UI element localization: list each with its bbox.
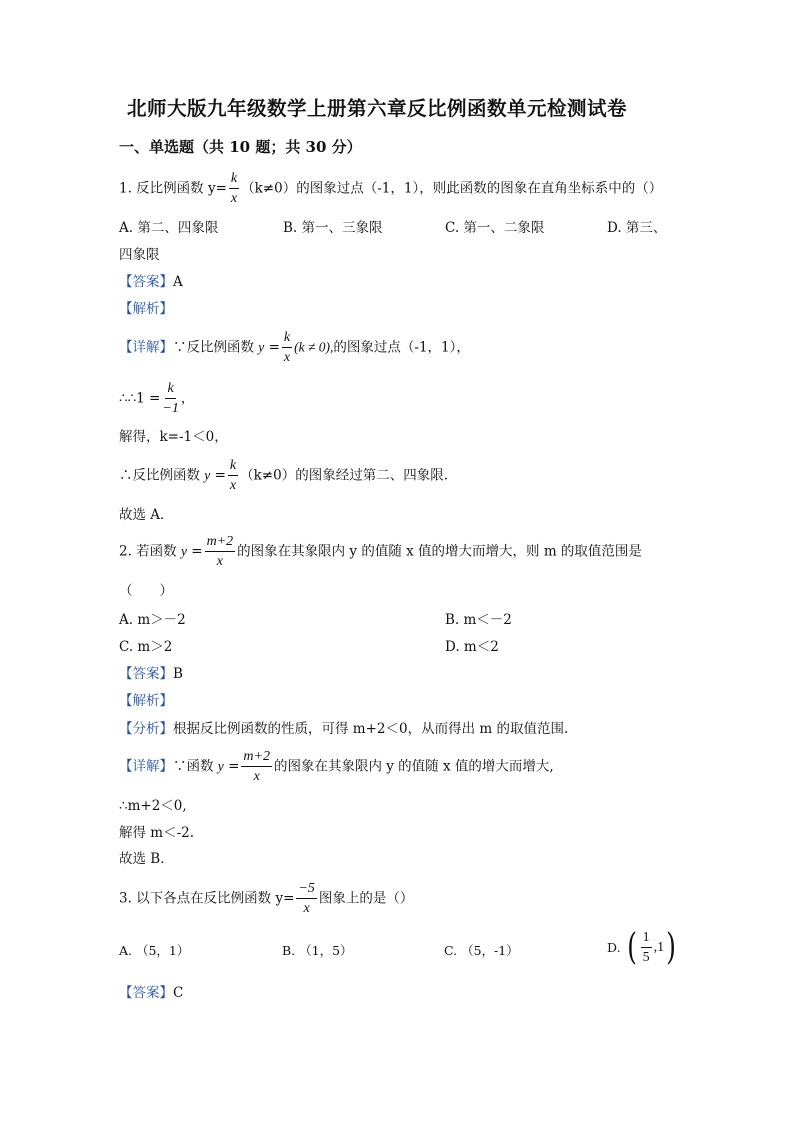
q1-detail-frac-den: x: [283, 350, 291, 365]
q2-frac-den: x: [216, 554, 223, 569]
q1-step1-post: ，: [180, 390, 195, 407]
q2-stem-pre: 2. 若函数: [119, 543, 177, 560]
q1-step3-pre: ∴反比例函数: [119, 467, 200, 484]
q1-option-a: A. 第二、四象限: [119, 220, 219, 236]
q2-blank: （ ）: [119, 583, 173, 599]
q1-detail-fraction: [282, 331, 292, 365]
answer-tag: 【答案】: [119, 985, 173, 1001]
q3-option-d-label: D.: [607, 939, 621, 955]
q1-detail-eq: =: [268, 339, 280, 356]
q1-step1-fraction: [162, 382, 178, 416]
q2-analysis-tag: 【解析】: [119, 693, 173, 709]
q3-frac-num: −5: [296, 882, 316, 899]
q2-fenxi: [119, 723, 568, 737]
left-paren: (: [626, 927, 637, 968]
q3-option-c: C. （5，-1）: [444, 943, 519, 958]
q1-fraction: [229, 172, 239, 206]
q2-detail-pre: ∵函数: [173, 758, 214, 775]
q1-stem-post: （k≠0）的图象过点（-1，1），则此函数的图象在直角坐标系中的（）: [241, 180, 663, 197]
detail-tag: 【详解】: [119, 339, 173, 356]
q3-stem-post: 图象上的是（）: [318, 890, 414, 907]
q2-stem-post: 的图象在其象限内 y 的值随 x 值的增大而增大，则 m 的取值范围是: [237, 543, 642, 560]
q3-option-d-num: 1: [641, 931, 652, 948]
q1-option-d-cont: 四象限: [119, 247, 160, 263]
q2-stem: [119, 535, 642, 569]
q1-step3-num: k: [228, 459, 238, 476]
q2-detail-den: x: [253, 769, 260, 784]
q1-detail-post: 的图象过点（-1，1），: [333, 339, 470, 356]
fenxi-tag: 【分析】: [119, 721, 173, 737]
q2-answer-value: B: [173, 666, 183, 682]
q1-step1-den: −1: [162, 401, 179, 416]
q1-step3-y: y: [204, 467, 211, 483]
detail-tag: 【详解】: [119, 758, 173, 775]
q2-choose: 故选 B．: [119, 851, 174, 867]
q2-frac-num: m+2: [205, 535, 236, 552]
q1-option-d: D. 第三、: [607, 220, 667, 236]
q1-step3-post: （k≠0）的图象经过第二、四象限.: [240, 467, 448, 484]
q1-stem: [119, 172, 662, 206]
q1-frac-den: x: [230, 191, 238, 206]
q3-option-d-rest: ,1: [653, 940, 665, 955]
answer-tag: 【答案】: [119, 666, 173, 682]
page-title: 北师大版九年级数学上册第六章反比例函数单元检测试卷: [127, 97, 628, 120]
q1-step1: [119, 382, 194, 416]
q2-stem-y: y: [180, 543, 187, 559]
section-heading: 一、单选题（共 10 题；共 30 分）: [119, 138, 362, 156]
q1-detail-pre: ∵反比例函数: [173, 339, 254, 356]
q1-step3: [119, 459, 448, 493]
q2-option-c: C. m＞2: [119, 639, 173, 655]
q2-option-b: B. m＜－2: [445, 612, 512, 628]
q1-step2: 解得，k=-1＜0，: [119, 429, 228, 445]
q1-answer: [119, 276, 183, 290]
q3-answer-value: C: [173, 985, 184, 1001]
q1-step3-eq: =: [214, 467, 226, 484]
answer-tag: 【答案】: [119, 274, 173, 290]
q1-step1-num: k: [165, 382, 175, 399]
q2-detail-y: y: [217, 758, 224, 774]
q3-option-d-den: 5: [642, 950, 650, 965]
q2-answer: [119, 668, 183, 682]
q3-option-b: B. （1，5）: [282, 943, 353, 958]
q2-fenxi-text: 根据反比例函数的性质，可得 m+2＜0，从而得出 m 的取值范围.: [173, 721, 569, 737]
q1-analysis-tag: 【解析】: [119, 301, 173, 317]
q2-stem-eq: =: [191, 543, 203, 560]
q2-detail-fraction: [241, 750, 272, 784]
q2-detail-num: m+2: [241, 750, 272, 767]
q3-option-d: [607, 927, 678, 968]
q3-stem: [119, 882, 413, 916]
q2-step1: ∴m+2＜0,: [119, 798, 187, 814]
q1-detail-cond: (k ≠ 0),: [294, 339, 334, 355]
q3-answer: [119, 987, 183, 1001]
q3-frac-den: x: [303, 901, 310, 916]
q1-choose: 故选 A．: [119, 507, 174, 523]
q1-answer-value: A: [173, 274, 183, 290]
q1-detail-y: y: [258, 339, 265, 355]
q1-option-b: B. 第一、三象限: [283, 220, 383, 236]
q1-step1-pre: ∴∴1 =: [119, 390, 161, 407]
q2-step2: 解得 m＜-2.: [119, 825, 195, 841]
q1-option-c: C. 第一、二象限: [445, 220, 545, 236]
q2-detail: [119, 750, 554, 784]
q1-detail-frac-num: k: [282, 331, 292, 348]
q2-option-a: A. m＞－2: [119, 612, 186, 628]
q1-stem-pre: 1. 反比例函数 y=: [119, 180, 227, 197]
q2-detail-post: 的图象在其象限内 y 的值随 x 值的增大而增大,: [273, 758, 554, 775]
q3-stem-pre: 3. 以下各点在反比例函数 y=: [119, 890, 295, 907]
q2-detail-eq: =: [228, 758, 240, 775]
right-paren: ): [666, 927, 677, 968]
q1-step3-fraction: [228, 459, 238, 493]
q1-detail: [119, 331, 470, 365]
q3-fraction: [296, 882, 316, 916]
q3-option-a: A. （5，1）: [119, 943, 190, 958]
q2-option-d: D. m＜2: [445, 639, 499, 655]
q2-fraction: [205, 535, 236, 569]
q3-option-d-fraction: [641, 931, 652, 965]
q1-step3-den: x: [229, 478, 237, 493]
q1-frac-num: k: [229, 172, 239, 189]
